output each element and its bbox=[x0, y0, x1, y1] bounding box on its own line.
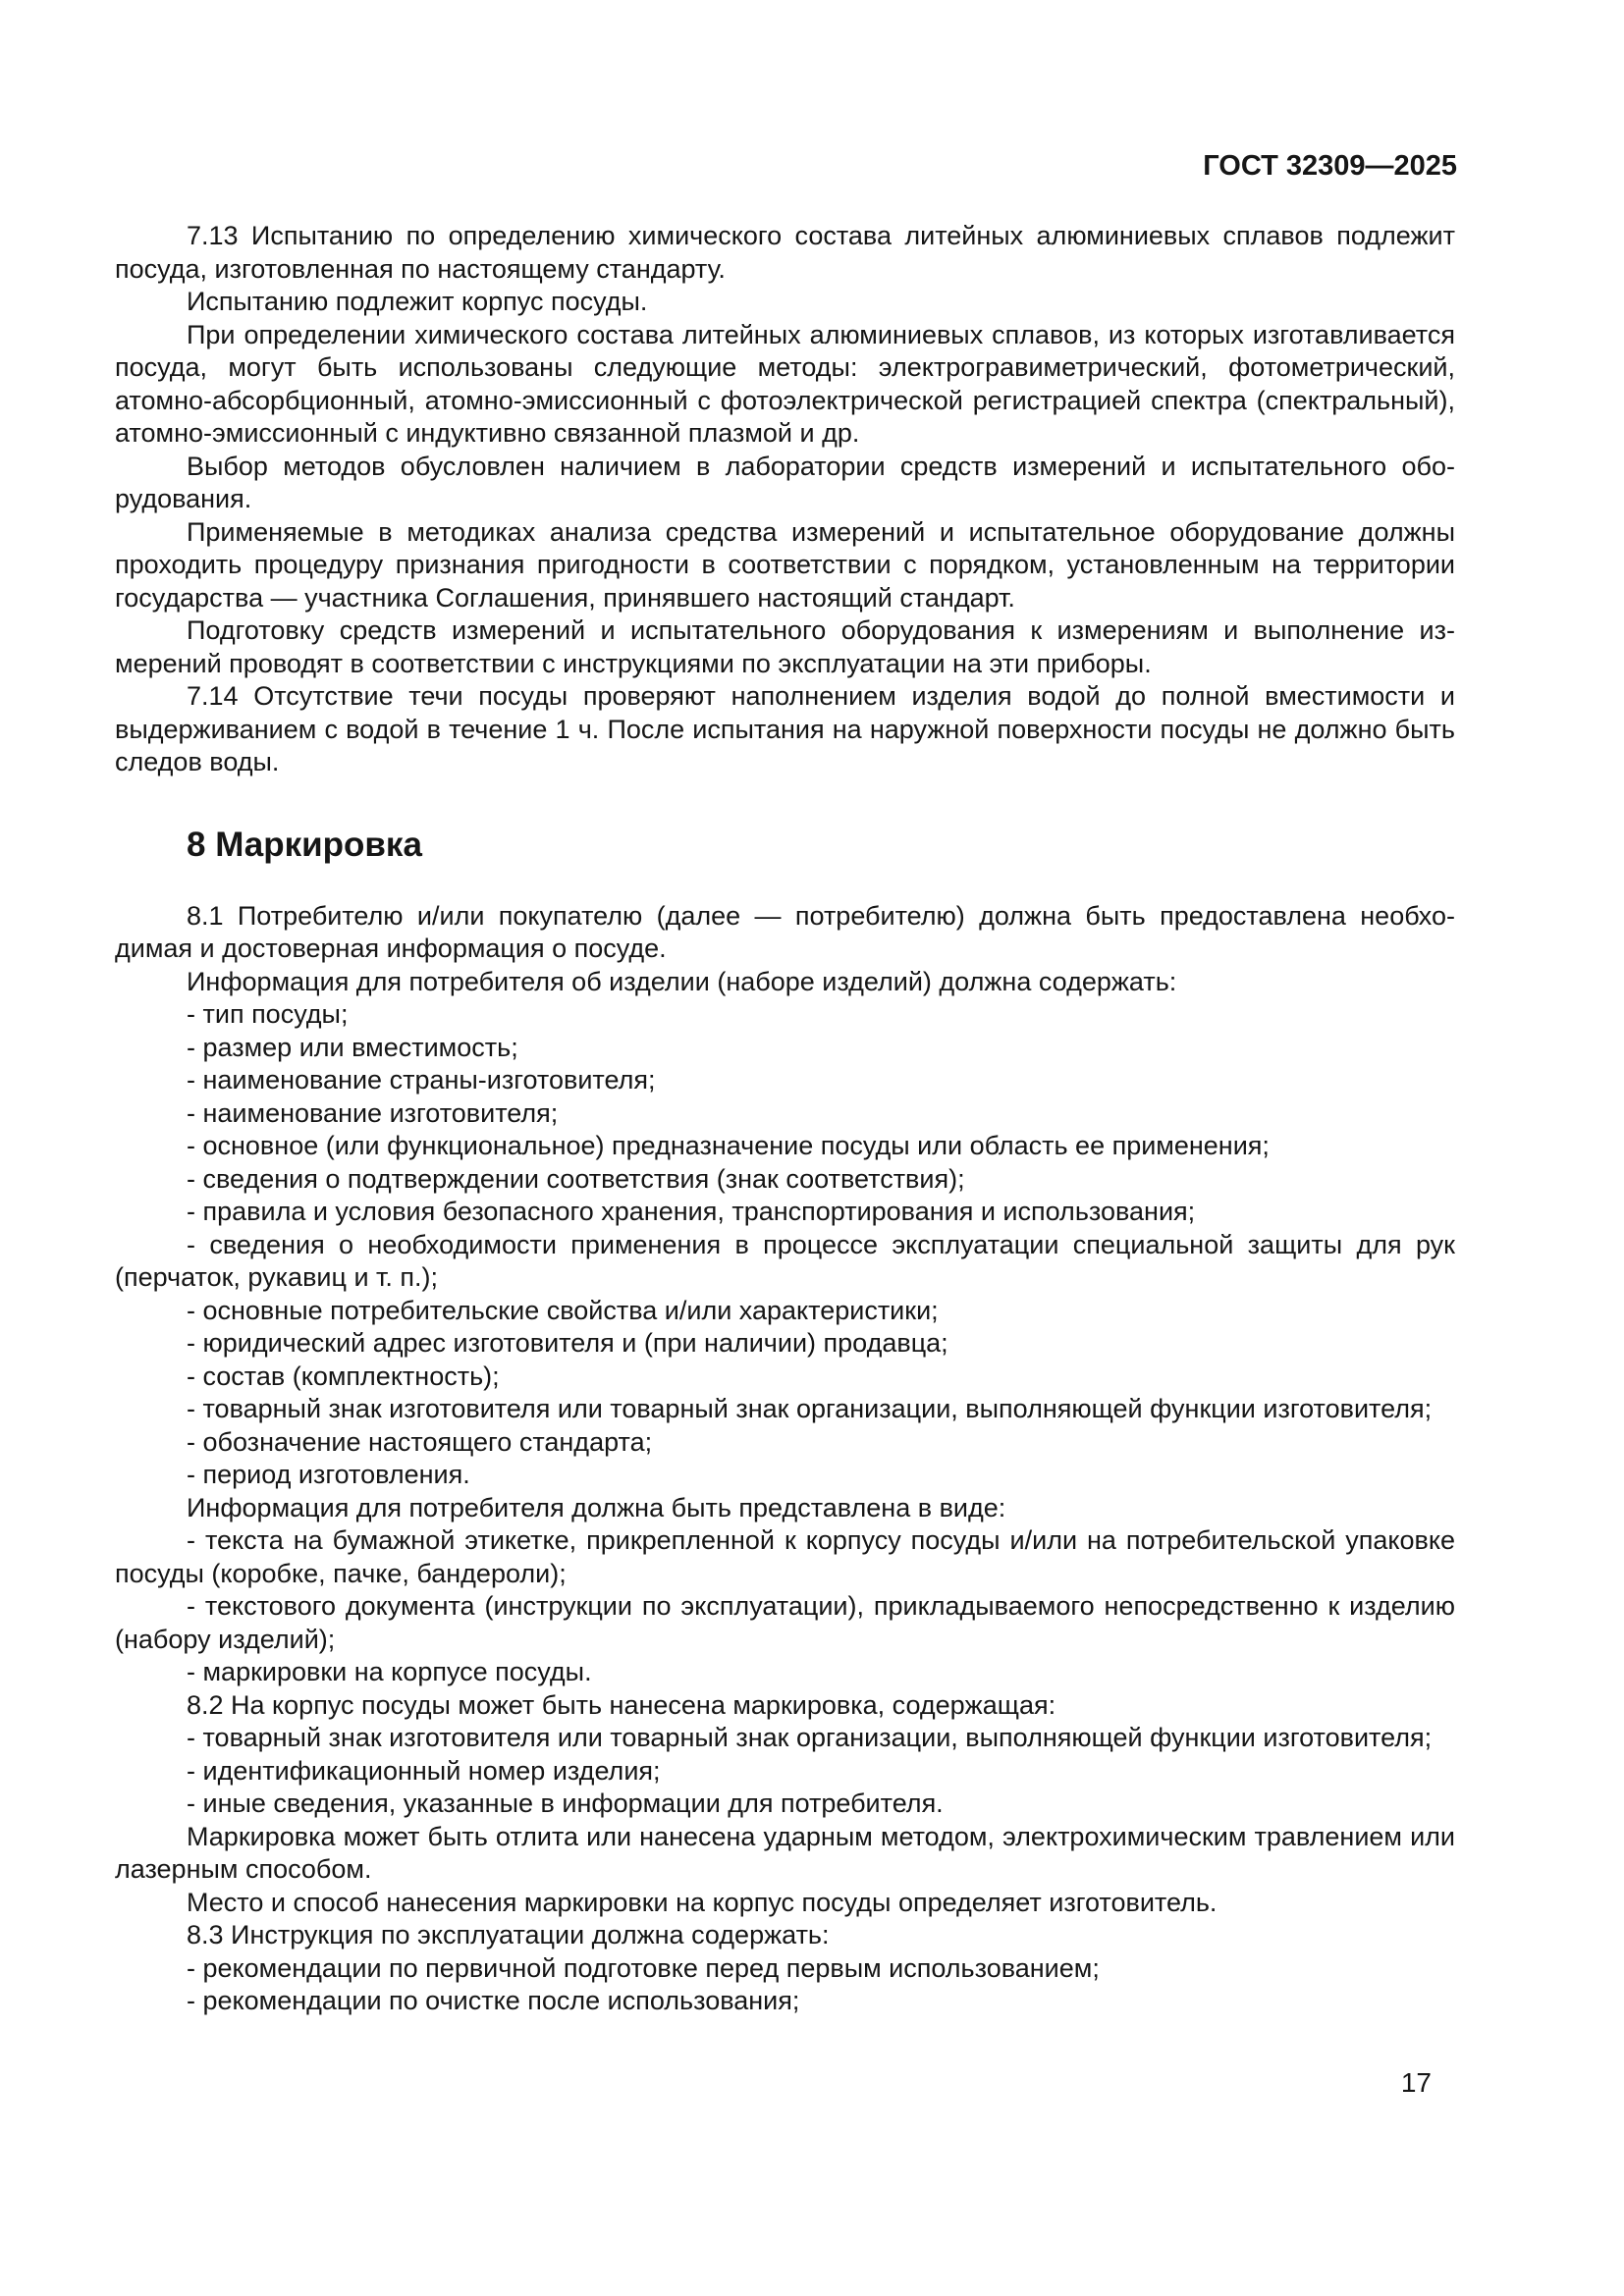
paragraph: Место и способ нанесения маркировки на корпус посуды определяет изготовитель. bbox=[187, 1887, 1218, 1917]
list-item: - наименование страны-изготовителя; bbox=[187, 1065, 656, 1095]
list-item: - размер или вместимость; bbox=[187, 1032, 518, 1062]
paragraph: Информация для потребителя об изделии (наборе изделий) должна содержать: bbox=[187, 966, 1177, 996]
list-item: - основное (или функциональное) предназначение посуды или область ее применения; bbox=[187, 1131, 1270, 1160]
paragraph: 7.13 Испытанию по определению химического состава литейных алюминиевых сплавов подлежит посуда, изготовленная по настоящему стандарту. bbox=[115, 221, 1455, 284]
paragraph: Маркировка может быть отлита или нанесена ударным методом, электрохимическим травлением или лазерным способом. bbox=[115, 1821, 1455, 1884]
document-body bbox=[115, 220, 1455, 2018]
page-header bbox=[115, 149, 1457, 183]
list-item: - состав (комплектность); bbox=[187, 1361, 500, 1391]
paragraph: Подготовку средств измерений и испытательного оборудования к измерениям и выполнение измерений проводят в соответствии с инструкциями по эксплуатации на эти приборы. bbox=[115, 615, 1455, 678]
paragraph: 8.3 Инструкция по эксплуатации должна содержать: bbox=[187, 1920, 830, 1949]
list-item: - идентификационный номер изделия; bbox=[187, 1755, 661, 1786]
list-item: - период изготовления. bbox=[187, 1460, 470, 1489]
list-item: - иные сведения, указанные в информации для потребителя. bbox=[187, 1789, 944, 1818]
standard-designation: ГОСТ 32309—2025 bbox=[1203, 150, 1457, 182]
list-item: - рекомендации по очистке после использования; bbox=[187, 1986, 800, 2015]
list-item: - товарный знак изготовителя или товарный знак организации, выполняющей функции изготовителя; bbox=[187, 1394, 1433, 1423]
paragraph: При определении химического состава литейных алюминиевых сплавов, из которых изготавливается посуда, могут быть использованы следующие методы: электрогравиметрический, фотометрический, атомно-абсорбционный, атомно-эмиссионный с фотоэлектрической регистрацией спектра (спектральный), атомно-эмиссионный с индуктивно связанной плазмой и др. bbox=[115, 319, 1455, 448]
paragraph: Применяемые в методиках анализа средства измерений и испытательное оборудование должны проходить процедуру признания пригодности в соответствии с порядком, установленным на территории государства — участника Соглашения, принявшего настоящий стандарт. bbox=[115, 516, 1455, 613]
section-heading: 8 Маркировка bbox=[187, 825, 422, 864]
list-item: - рекомендации по первичной подготовке перед первым использованием; bbox=[187, 1952, 1100, 1983]
list-item: - товарный знак изготовителя или товарный знак организации, выполняющей функции изготовителя; bbox=[187, 1723, 1433, 1752]
page-number: 17 bbox=[1400, 2067, 1432, 2098]
list-item: - текстового документа (инструкции по эксплуатации), прикладываемого непосредственно к изделию (набору изделий); bbox=[115, 1591, 1455, 1654]
list-item: - текста на бумажной этикетке, прикрепленной к корпусу посуды и/или на потребительской упаковке посуды (коробке, пачке, бандероли); bbox=[115, 1525, 1455, 1588]
list-item: - юридический адрес изготовителя и (при наличии) продавца; bbox=[187, 1328, 948, 1358]
list-item: - наименование изготовителя; bbox=[187, 1097, 559, 1128]
list-item: - сведения о подтверждении соответствия (знак соответствия); bbox=[187, 1163, 965, 1194]
paragraph: Информация для потребителя должна быть представлена в виде: bbox=[187, 1492, 1006, 1522]
paragraph: 7.14 Отсутствие течи посуды проверяют наполнением изделия водой до полной вместимости и выдерживанием с водой в течение 1 ч. После испытания на наружной поверхности посуды не должно быть следов воды. bbox=[115, 681, 1455, 776]
list-item: - обозначение настоящего стандарта; bbox=[187, 1426, 653, 1457]
paragraph: 8.1 Потребителю и/или покупателю (далее — потребителю) должна быть предоставлена необходимая и достоверная информация о посуде. bbox=[115, 900, 1455, 963]
paragraph: Выбор методов обусловлен наличием в лаборатории средств измерений и испытательного оборудования. bbox=[115, 451, 1455, 513]
list-item: - маркировки на корпусе посуды. bbox=[187, 1657, 592, 1686]
paragraph: Испытанию подлежит корпус посуды. bbox=[187, 287, 648, 316]
list-item: - тип посуды; bbox=[187, 999, 349, 1029]
list-item: - основные потребительские свойства и/или характеристики; bbox=[187, 1295, 939, 1325]
paragraph: 8.2 На корпус посуды может быть нанесена маркировка, содержащая: bbox=[187, 1689, 1056, 1720]
list-item: - сведения о необходимости применения в процессе эксплуатации специальной защиты для рук (перчаток, рукавиц и т. п.); bbox=[115, 1229, 1455, 1292]
list-item: - правила и условия безопасного хранения, транспортирования и использования; bbox=[187, 1197, 1196, 1226]
page-footer bbox=[1401, 2066, 1432, 2099]
